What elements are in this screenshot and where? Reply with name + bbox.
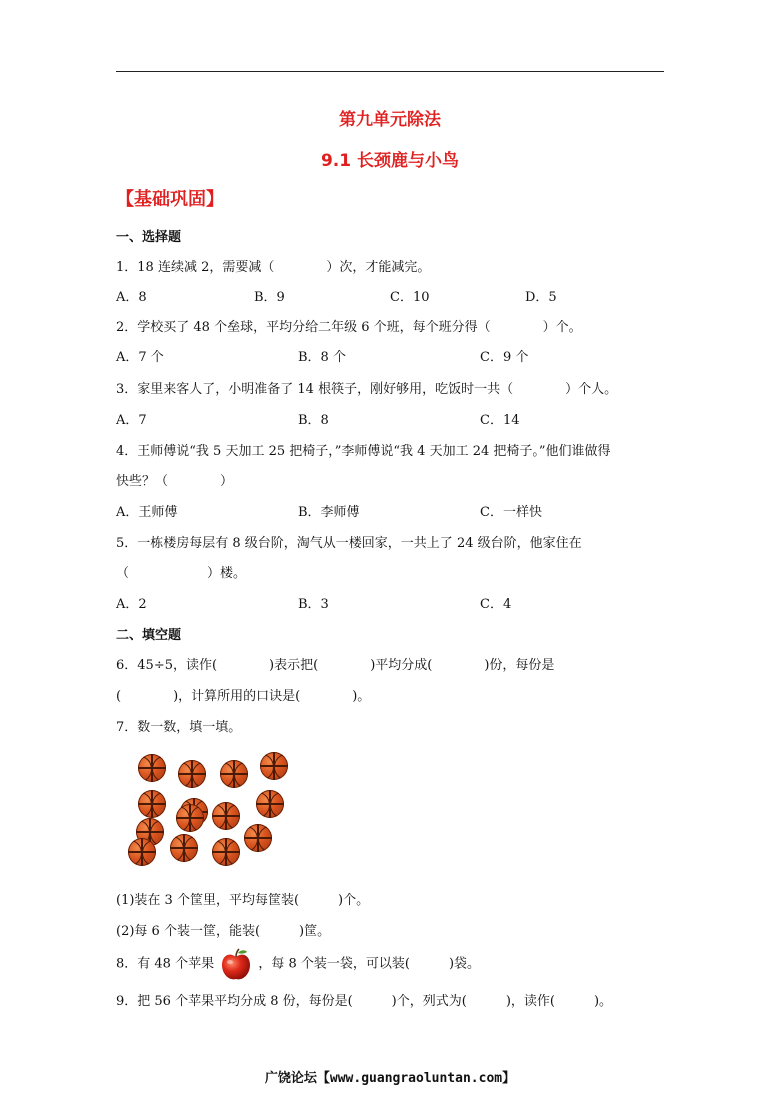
q3-option-c: C．14: [480, 413, 520, 428]
q4-option-a: A．王师傅: [116, 505, 178, 520]
basketball-icon: [170, 834, 198, 862]
question-5-line1: 5．一栋楼房每层有 8 级台阶，淘气从一楼回家，一共上了 24 级台阶，他家住在: [116, 536, 582, 551]
footer-label: 广饶论坛: [264, 1071, 317, 1086]
q1-option-c: C．10: [390, 290, 430, 305]
q8-text-before: 8．有 48 个苹果: [116, 956, 215, 972]
basketball-icon: [128, 838, 156, 866]
basketball-icon: [212, 802, 240, 830]
q4-option-c: C．一样快: [480, 505, 542, 520]
question-5-line2: （ ）楼。: [116, 566, 247, 581]
q5-option-c: C．4: [480, 597, 512, 612]
question-4-line1: 4．王师傅说“我 5 天加工 25 把椅子，”李师傅说“我 4 天加工 24 把椅子。”他们谁做得: [116, 444, 611, 459]
basketball-icon: [220, 760, 248, 788]
question-6-line2: ( )，计算所用的口诀是( )。: [116, 689, 371, 704]
q1-option-a: A．8: [116, 290, 147, 305]
page-footer: [0, 1067, 780, 1086]
apple-icon: [220, 948, 252, 980]
q1-option-d: D．5: [525, 290, 557, 305]
question-7: 7．数一数，填一填。: [116, 720, 242, 735]
q2-option-b: B．8 个: [298, 350, 346, 365]
fill-heading: 二、填空题: [116, 628, 182, 643]
basketball-icon: [212, 838, 240, 866]
question-8: [116, 948, 480, 981]
basketball-group: [126, 750, 296, 870]
q5-option-a: A．2: [116, 597, 147, 612]
q2-option-a: A．7 个: [116, 350, 164, 365]
unit-title: 第九单元除法: [339, 110, 441, 130]
q2-option-c: C．9 个: [480, 350, 529, 365]
q3-option-b: B．8: [298, 413, 329, 428]
section-heading: 【基础巩固】: [116, 189, 224, 210]
question-7-1: (1)装在 3 个筐里，平均每筐装( )个。: [116, 893, 370, 908]
lesson-title: 9.1 长颈鹿与小鸟: [320, 151, 460, 171]
basketball-icon: [176, 804, 204, 832]
question-1: 1．18 连续减 2，需要减（ ）次，才能减完。: [116, 260, 431, 275]
question-3: 3．家里来客人了，小明准备了 14 根筷子，刚好够用，吃饭时一共（ ）个人。: [116, 382, 618, 397]
q5-option-b: B．3: [298, 597, 329, 612]
q1-option-b: B．9: [254, 290, 285, 305]
choice-heading: 一、选择题: [116, 230, 182, 245]
basketball-icon: [260, 752, 288, 780]
q8-text-after: ，每 8 个装一袋，可以装( )袋。: [258, 956, 481, 972]
question-4-line2: 快些？（ ）: [116, 474, 234, 489]
footer-url: 【www.guangraoluntan.com】: [316, 1071, 516, 1086]
basketball-icon: [138, 790, 166, 818]
question-6-line1: 6．45÷5，读作( )表示把( )平均分成( )份，每份是: [116, 658, 555, 673]
basketball-icon: [138, 754, 166, 782]
basketball-icon: [244, 824, 272, 852]
q3-option-a: A．7: [116, 413, 147, 428]
question-2: 2．学校买了 48 个垒球，平均分给二年级 6 个班，每个班分得（ ）个。: [116, 320, 582, 335]
question-7-2: (2)每 6 个装一筐，能装( )筐。: [116, 924, 331, 939]
q4-option-b: B．李师傅: [298, 505, 360, 520]
basketball-icon: [256, 790, 284, 818]
basketball-icon: [178, 760, 206, 788]
question-9: 9．把 56 个苹果平均分成 8 份，每份是( )个，列式为( )，读作( )。: [116, 994, 613, 1009]
header-rule: [116, 71, 664, 72]
